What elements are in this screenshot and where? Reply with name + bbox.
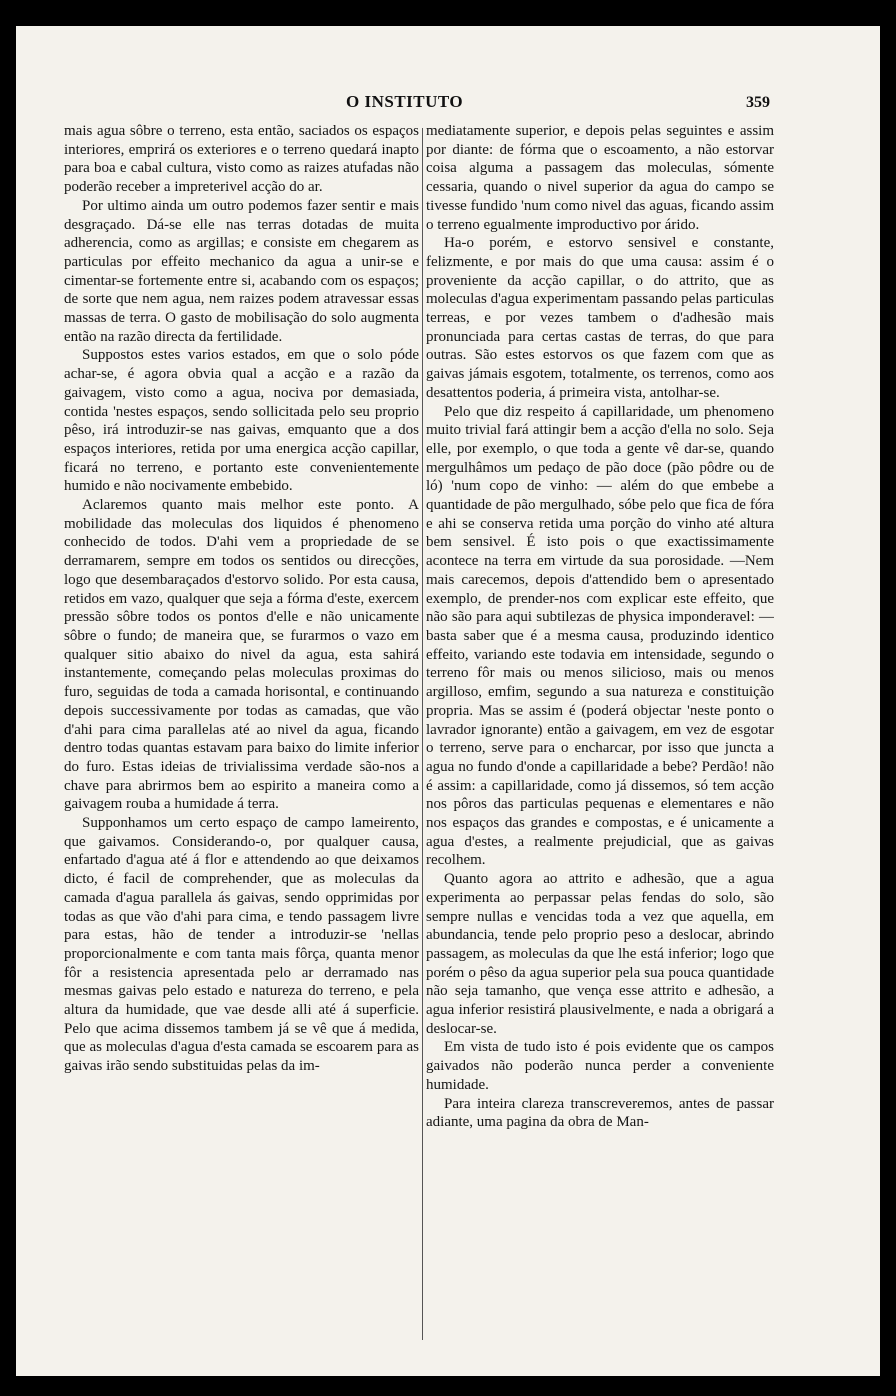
- left-column: [64, 122, 419, 1342]
- paragraph: Para inteira clareza transcreveremos, antes de passar adiante, uma pagina da obra de Man-: [426, 1095, 774, 1131]
- paragraph: Por ultimo ainda um outro podemos fazer sentir e mais desgraçado. Dá-se elle nas terras dotadas de muita adherencia, como as argillas; e consiste em chegarem as particulas por effeito mechanico da agua a unir-se e cimentar-se fortemente entre si, acabando com os espaços; de sorte que nem agua, nem raizes podem atravessar essas massas de terra. O gasto de mobilisação do solo augmenta então na razão directa da fertilidade.: [64, 197, 419, 345]
- page-number: 359: [746, 94, 770, 111]
- right-column: [426, 122, 774, 1342]
- paragraph: Ha-o porém, e estorvo sensivel e constante, felizmente, e por mais do que uma causa: assim é o proveniente da acção capillar, o do attrito, que as moleculas d'agua experimentam passando pelas particulas terreas, e por vezes tambem o d'adhesão mais pronunciada para certas castas de terras, do que para outras. São estes estorvos os que fazem com que as gaivas jámais esgotem, totalmente, os terrenos, como aos desattentos poderia, á primeira vista, antolhar-se.: [426, 235, 774, 401]
- paragraph: Pelo que diz respeito á capillaridade, um phenomeno muito trivial fará attingir bem a acção d'ella no solo. Seja elle, por exemplo, o que toda a gente vê dar-se, quando mergulhâmos um pedaço de pão doce (pão pôdre ou de ló) 'num copo de vinho: — além do que embebe a quantidade de pão mergulhado, sóbe pelo que fica de fóra e ahi se conserva retida uma porção do vinho até altura bem sensivel. É isto pois o que exactissimamente acontece na terra em virtude da sua porosidade. —Nem mais carecemos, depois d'attendido bem o apresentado exemplo, de prender-nos com explicar este effeito, que não são para aqui subtilezas de physica imponderavel: — basta saber que é a mesma causa, produzindo identico effeito, variando este todavia em intensidade, segundo o terreno fôr mais ou menos silicioso, mais ou menos argilloso, emfim, segundo a sua natureza e constituição propria. Mas se assim é (poderá objectar 'neste ponto o lavrador ignorante) então a gaivagem, em vez de esgotar o terreno, serve para o encharcar, por isso que juncta a agua no fundo d'onde a capillaridade a bebe? Perdão! não é assim: a capillaridade, como já dissemos, só tem acção nos pôros das particulas pequenas e elementares e não nos espaços das grandes e compostas, e é unicamente a agua d'estes, a realmente prejudicial, que as gaivas recolhem.: [426, 403, 774, 869]
- paragraph: Quanto agora ao attrito e adhesão, que a agua experimenta ao perpassar pelas fendas do solo, são sempre nullas e vencidas toda a vez que aquella, em abundancia, tende pelo proprio peso a deslocar, abrindo passagem, as moleculas da que lhe está inferior; logo que porém o pêso da agua superior pela sua pouca quantidade não seja tamanho, que vença esse attrito e adhesão, a agua inferior resistirá plausivelmente, e nada a obrigará a deslocar-se.: [426, 871, 774, 1037]
- paragraph: Em vista de tudo isto é pois evidente que os campos gaivados não poderão nunca perder a conveniente humidade.: [426, 1039, 774, 1093]
- paragraph: Supponhamos um certo espaço de campo lameirento, que gaivamos. Considerando-o, por qualquer causa, enfartado d'agua até á flor e attendendo ao que deixamos dicto, é facil de comprehender, que as moleculas da camada d'agua parallela ás gaivas, sendo opprimidas por todas as que vão d'ahi para cima, e tendo passagem livre para estas, hão de tender a introduzir-se 'nellas proporcionalmente e com tanta mais fôrça, quanta menor fôr a resistencia apresentada pelo ar derramado nas mesmas gaivas pelo estado e natureza do terreno, e pela altura da humidade, que vae desde alli até á superficie. Pelo que acima dissemos tambem já se vê que á medida, que as moleculas d'agua d'esta camada se escoarem para as gaivas irão sendo substituidas pelas da im-: [64, 815, 419, 1075]
- column-divider: [422, 128, 423, 1340]
- journal-page: [16, 26, 880, 1376]
- paragraph: Aclaremos quanto mais melhor este ponto. A mobilidade das moleculas dos liquidos é phenomeno conhecido de todos. D'ahi vem a propriedade de se derramarem, sempre em todos os sentidos ou direcções, logo que desembaraçados d'estorvo solido. Por esta causa, retidos em vazo, qualquer que seja a fórma d'este, exercem pressão sôbre todos os pontos d'elle e não unicamente sôbre o fundo; de maneira que, se furarmos o vazo em qualquer sitio abaixo do nivel da agua, esta sahirá instantemente, começando pelas moleculas proximas do furo, seguidas de toda a camada horisontal, e continuando depois successivamente por todas as camadas, que vão d'ahi para cima parallelas até ao nivel da agua, ficando dentro todas quantas estavam para baixo do limite inferior do furo. Estas ideias de trivialissima verdade são-nos a chave para abrirmos bem ao espirito a maneira como a gaivagem rouba a humidade á terra.: [64, 497, 419, 813]
- paragraph: Suppostos estes varios estados, em que o solo póde achar-se, é agora obvia qual a acção e a razão da gaivagem, visto como a agua, nociva por demasiada, contida 'nestes espaços, sendo sollicitada pelo seu proprio pêso, irá introduzir-se nas gaivas, emquanto que a dos espaços interiores, retida por uma energica acção capillar, ficará no terreno, e portanto este convenientemente humido e não nocivamente embebido.: [64, 347, 419, 495]
- paragraph: mediatamente superior, e depois pelas seguintes e assim por diante: de fórma que o escoamento, a não estorvar coisa alguma a passagem das moleculas, sómente cessaria, quando o nivel superior da agua do campo se tivesse fundido 'num como nivel das aguas, ficando assim o terreno egualmente improductivo por árido.: [426, 123, 774, 233]
- paragraph: mais agua sôbre o terreno, esta então, saciados os espaços interiores, emprirá os exteriores e o terreno quedará inapto para boa e cabal cultura, visto como as raizes atufadas não poderão receber a impreterivel acção do ar.: [64, 123, 419, 196]
- running-title: O INSTITUTO: [346, 92, 464, 111]
- running-header: [16, 92, 880, 116]
